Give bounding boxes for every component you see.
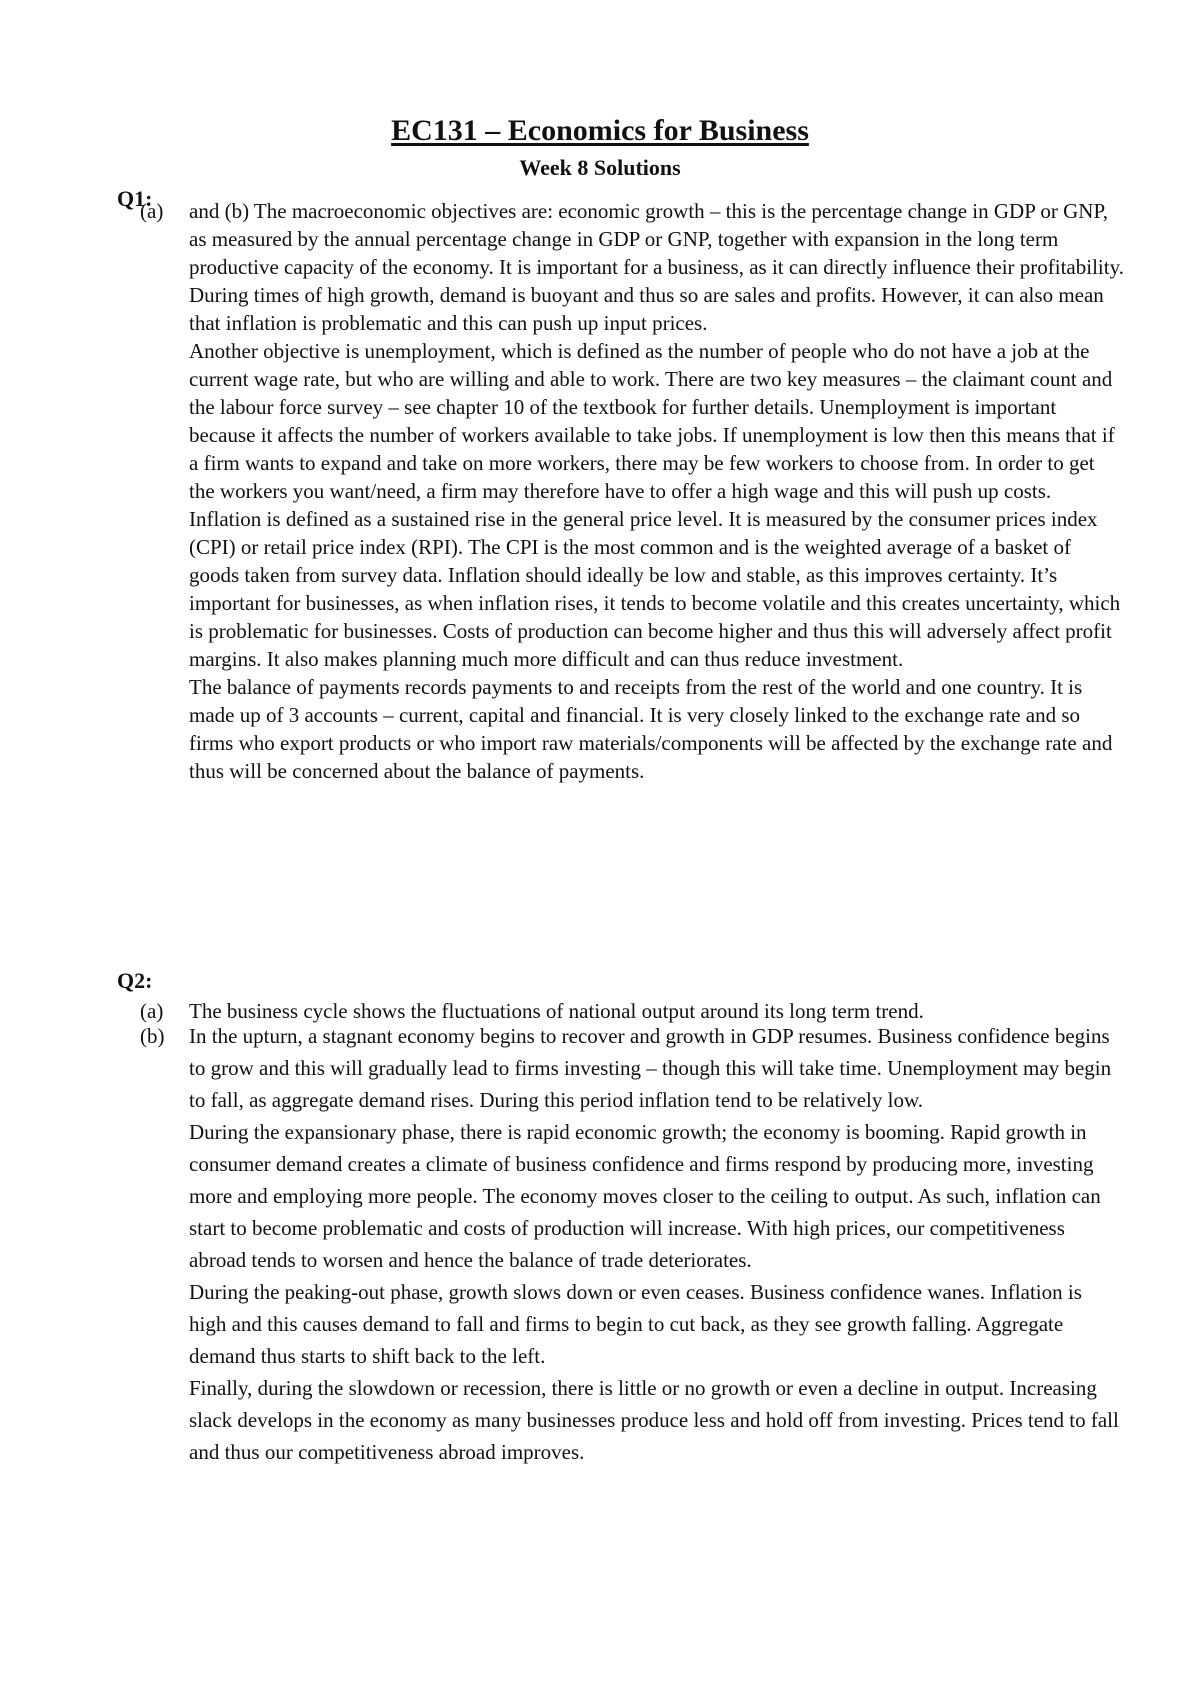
document-subtitle: Week 8 Solutions	[519, 155, 681, 180]
q2-paragraph-expansion: During the expansionary phase, there is rapid economic growth; the economy is booming. Rapid growth in consumer demand creates a climate of business confidence and firms respond by producing more, investing more and employing more people. The economy moves closer to the ceiling to output. As such, inflation can start to become problematic and costs of production will increase. With high prices, our competitiveness abroad tends to worsen and hence the balance of trade deteriorates.	[189, 1120, 1101, 1272]
q2-part-a-answer: The business cycle shows the fluctuations of national output around its long term trend.	[189, 999, 924, 1023]
question-1-label: Q1:	[117, 186, 153, 211]
q2-paragraph-upturn: In the upturn, a stagnant economy begins to recover and growth in GDP resumes. Business confidence begins to grow and this will gradually lead to firms investing – though this will take time. Unemployment may begin to fall, as aggregate demand rises. During this period inflation tend to be relatively low.	[189, 1024, 1112, 1112]
question-2-label: Q2:	[117, 968, 153, 993]
document-title: EC131 – Economics for Business	[391, 114, 809, 147]
q2-paragraph-recession: Finally, during the slowdown or recession, there is little or no growth or even a decline in output. Increasing slack develops in the economy as many businesses produce less and hold off from investing. Prices tend to fall and thus our competitiveness abroad improves.	[189, 1376, 1119, 1464]
q2-part-a-marker: (a)	[140, 999, 164, 1023]
q1-answer	[189, 197, 1124, 785]
q1-paragraph-growth: and (b) The macroeconomic objectives are: economic growth – this is the percentage change in GDP or GNP, as measured by the annual percentage change in GDP or GNP, together with expansion in the long term productive capacity of the economy. It is important for a business, as it can directly influence their profitability. During times of high growth, demand is buoyant and thus so are sales and profits. However, it can also mean that inflation is problematic and this can push up input prices.	[189, 199, 1124, 335]
q1-paragraph-unemployment: Another objective is unemployment, which is defined as the number of people who do not have a job at the current wage rate, but who are willing and able to work. There are two key measures – the claimant count and the labour force survey – see chapter 10 of the textbook for further details. Unemployment is important because it affects the number of workers available to take jobs. If unemployment is low then this means that if a firm wants to expand and take on more workers, there may be few workers to choose from. In order to get the workers you want/need, a firm may therefore have to offer a high wage and this will push up costs.	[189, 339, 1115, 503]
q2-part-b-marker: (b)	[140, 1024, 165, 1048]
q2-paragraph-peaking-out: During the peaking-out phase, growth slows down or even ceases. Business confidence wanes. Inflation is high and this causes demand to fall and firms to begin to cut back, as they see growth falling. Aggregate demand thus starts to shift back to the left.	[189, 1280, 1082, 1368]
q1-part-a-marker: (a)	[140, 199, 164, 223]
q1-paragraph-inflation: Inflation is defined as a sustained rise in the general price level. It is measured by the consumer prices index (CPI) or retail price index (RPI). The CPI is the most common and is the weighted average of a basket of goods taken from survey data. Inflation should ideally be low and stable, as this improves certainty. It’s important for businesses, as when inflation rises, it tends to become volatile and this creates uncertainty, which is problematic for businesses. Costs of production can become higher and thus this will adversely affect profit margins. It also makes planning much more difficult and can thus reduce investment.	[189, 507, 1121, 671]
q1-paragraph-balance-of-payments: The balance of payments records payments to and receipts from the rest of the world and one country. It is made up of 3 accounts – current, capital and financial. It is very closely linked to the exchange rate and so firms who export products or who import raw materials/components will be affected by the exchange rate and thus will be concerned about the balance of payments.	[189, 675, 1113, 783]
q2-part-b-answer	[189, 1020, 1124, 1468]
